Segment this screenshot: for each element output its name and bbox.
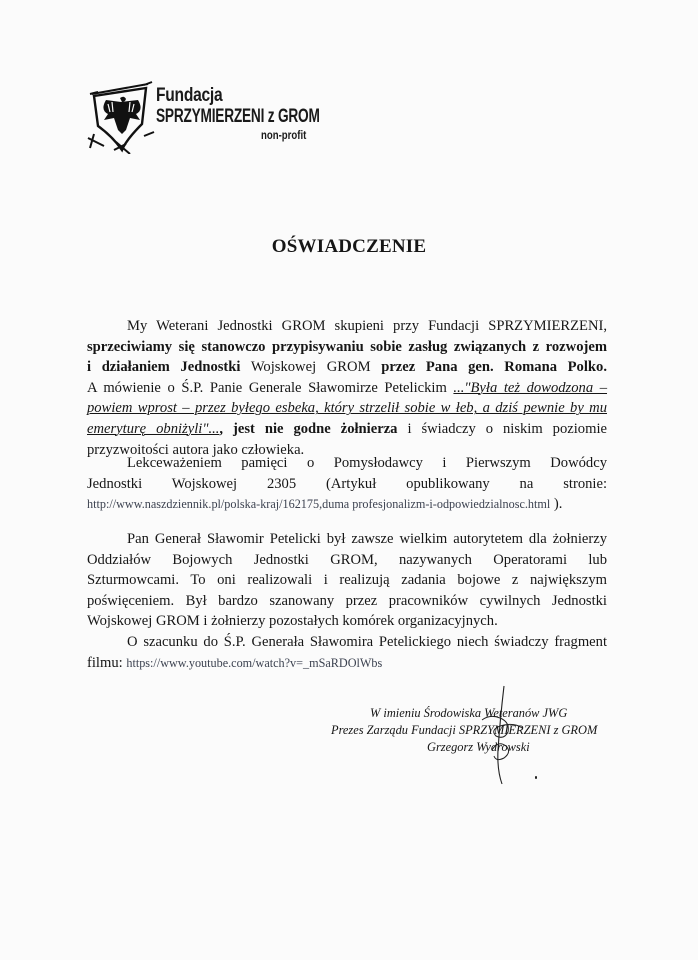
p3-line-2: Oddziałów Bojowych Jednostki GROM, nazywanych Operatorami lub [87, 551, 607, 568]
eagle-emblem-icon [86, 80, 156, 154]
p1-quote-end: emeryturę obniżyli"... [87, 420, 220, 437]
p3-line-1: Pan Generał Sławomir Petelicki był zawsze wielkim autorytetem dla żołnierzy [127, 531, 607, 547]
logo-line-fundacja: Fundacja [156, 85, 223, 106]
p1-line-2 [87, 337, 607, 358]
paragraph-3 [87, 529, 607, 673]
video-link[interactable]: https://www.youtube.com/watch?v=_mSaRDOlWbs [126, 655, 383, 670]
p1-quote-middle: powiem wprost – przez byłego esbeka, który strzelił sobie w łeb, a dziś pewnie by mu [87, 400, 607, 417]
p1-line-6 [87, 419, 607, 440]
p1-quote-start: ..."Była też dowodzona – [453, 379, 608, 396]
p3-line-7 [87, 653, 607, 674]
p3-line-7-label: filmu: [87, 654, 123, 671]
p2-line-1: Lekceważeniem pamięci o Pomysłodawcy i Pierwszym Dowódcy [127, 455, 607, 471]
p3-line-5: Wojskowej GROM i żołnierzy pozostałych komórek organizacyjnych. [87, 613, 498, 630]
p1-line-1: My Weterani Jednostki GROM skupieni przy Fundacji SPRZYMIERZENI, [127, 318, 607, 334]
p2-line-3-end: ). [553, 496, 563, 513]
p1-line-3b: Wojskowej GROM [250, 359, 371, 376]
paragraph-2 [87, 453, 607, 515]
p1-line-4 [87, 378, 607, 399]
article-link[interactable]: http://www.naszdziennik.pl/polska-kraj/162175,duma profesjonalizm-i-odpowiedzialnosc.html [87, 497, 551, 512]
p1-line-6c: i świadczy o niskim poziomie [407, 420, 607, 437]
sig-line-2: Prezes Zarządu Fundacji SPRZYMIERZENI z GROM [331, 723, 598, 737]
signature-block [316, 705, 616, 756]
ink-dot [535, 776, 537, 779]
p1-line-2-bold: sprzeciwiamy się stanowczo przypisywaniu sobie zasług związanych z rozwojem [87, 338, 607, 355]
p1-line-7: przyzwoitości autora jako człowieka. [87, 441, 305, 458]
p1-line-3c: przez Pana gen. Romana Polko. [381, 359, 607, 376]
logo-text [156, 86, 383, 142]
logo-line-nonprofit: non-profit [261, 128, 307, 142]
foundation-logo [86, 80, 326, 160]
sig-line-3: Grzegorz Wydrowski [427, 740, 530, 754]
p3-line-3: Szturmowcami. To oni realizowali i realizują zadania bojowe z największym [87, 572, 607, 589]
p3-line-6: O szacunku do Ś.P. Generała Sławomira Petelickiego niech świadczy fragment [127, 633, 607, 650]
p2-line-2: Jednostki Wojskowej 2305 (Artykuł opublikowany na stronie: [87, 475, 607, 492]
p1-line-3a: i działaniem Jednostki [87, 359, 241, 376]
p1-line-6b: , jest nie godne żołnierza [219, 420, 398, 437]
paragraph-1 [87, 316, 607, 460]
p1-line-5 [87, 398, 607, 419]
logo-line-name: SPRZYMIERZENI z GROM [156, 106, 320, 127]
p2-line-3 [87, 494, 607, 515]
p1-line-4a: A mówienie o Ś.P. Panie Generale Sławomirze Petelickim [87, 379, 447, 396]
document-title: OŚWIADCZENIE [271, 236, 427, 257]
p3-line-4: poświęceniem. Był bardzo szanowany przez pracowników cywilnych Jednostki [87, 592, 607, 609]
p1-line-3 [87, 357, 607, 378]
sig-line-1: W imieniu Środowiska Weteranów JWG [370, 706, 568, 720]
